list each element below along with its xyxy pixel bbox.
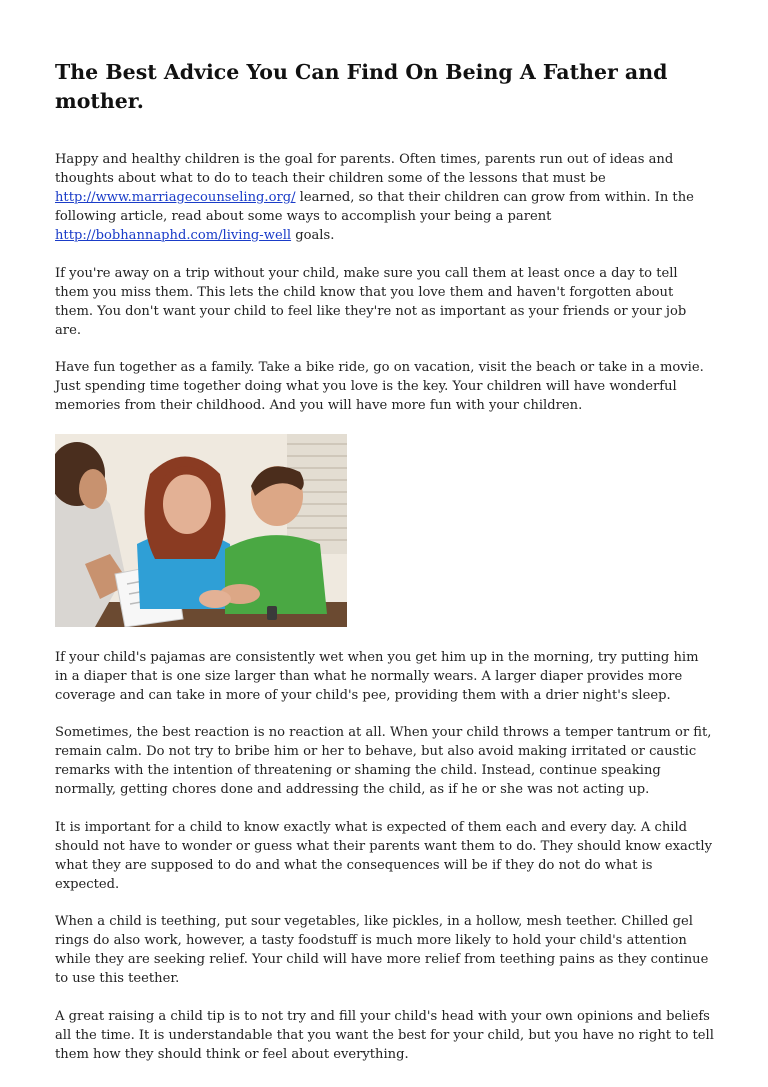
- paragraph-pajamas: If your child's pajamas are consistently wet when you get him up in the morning, try putting him in a diaper that is one size larger than what he normally wears. A larger diaper provides more coverage and can take in more of your child's pee, providing them with a drier night's sleep.: [55, 649, 699, 703]
- living-well-link[interactable]: http://bobhannaphd.com/living-well: [55, 228, 292, 243]
- intro-text-3: goals.: [291, 228, 335, 243]
- paragraph-expectations: It is important for a child to know exactly what is expected of them each and every day. A child should not have to wonder or guess what their parents want them to do. They should know exactly what they are supposed to do and what the consequences will be if they do not do what is expected.: [55, 819, 713, 892]
- intro-paragraph: [55, 150, 714, 245]
- paragraph-family-fun: Have fun together as a family. Take a bike ride, go on vacation, visit the beach or take in a movie. Just spending time together doing what you love is the key. Your children will have wonderful memories from their childhood. And you will have more fun with your children.: [55, 360, 704, 413]
- article-title: The Best Advice You Can Find On Being A Father and mother.: [55, 60, 668, 113]
- paragraph-trip-call: If you're away on a trip without your child, make sure you call them at least once a day to tell them you miss them. This lets the child know that you love them and haven't forgotten about them. You don't want your child to feel like they're not as important as your friends or your job are.: [55, 265, 687, 338]
- paragraph-opinions: A great raising a child tip is to not try and fill your child's head with your own opinions and beliefs all the time. It is understandable that you want the best for your child, but you have no right to tell them how they should think or feel about everything.: [55, 1008, 714, 1062]
- paragraph-teething: When a child is teething, put sour vegetables, like pickles, in a hollow, mesh teether. Chilled gel rings do also work, however, a tasty foodstuff is much more likely to hold your child's attention while they are seeking relief. Your child will have more relief from teething pains as they continue to use this teether.: [55, 914, 709, 986]
- intro-text-2: learned, so that their children can grow from within. In the following article, read about some ways to accomplish your being a parent: [55, 190, 694, 224]
- counseling-photo-illustration: [55, 434, 347, 627]
- paragraph-no-reaction: Sometimes, the best reaction is no reaction at all. When your child throws a temper tantrum or fit, remain calm. Do not try to bribe him or her to behave, but also avoid making irritated or caustic remarks with the intention of threatening or shaming the child. Instead, continue speaking normally, getting chores done and addressing the child, as if he or she was not acting up.: [55, 725, 712, 797]
- counseling-photo: [55, 434, 347, 627]
- marriage-counseling-link[interactable]: http://www.marriagecounseling.org/: [55, 190, 296, 205]
- intro-text-1: Happy and healthy children is the goal for parents. Often times, parents run out of ideas and thoughts about what to do to teach their children some of the lessons that must be: [55, 152, 674, 186]
